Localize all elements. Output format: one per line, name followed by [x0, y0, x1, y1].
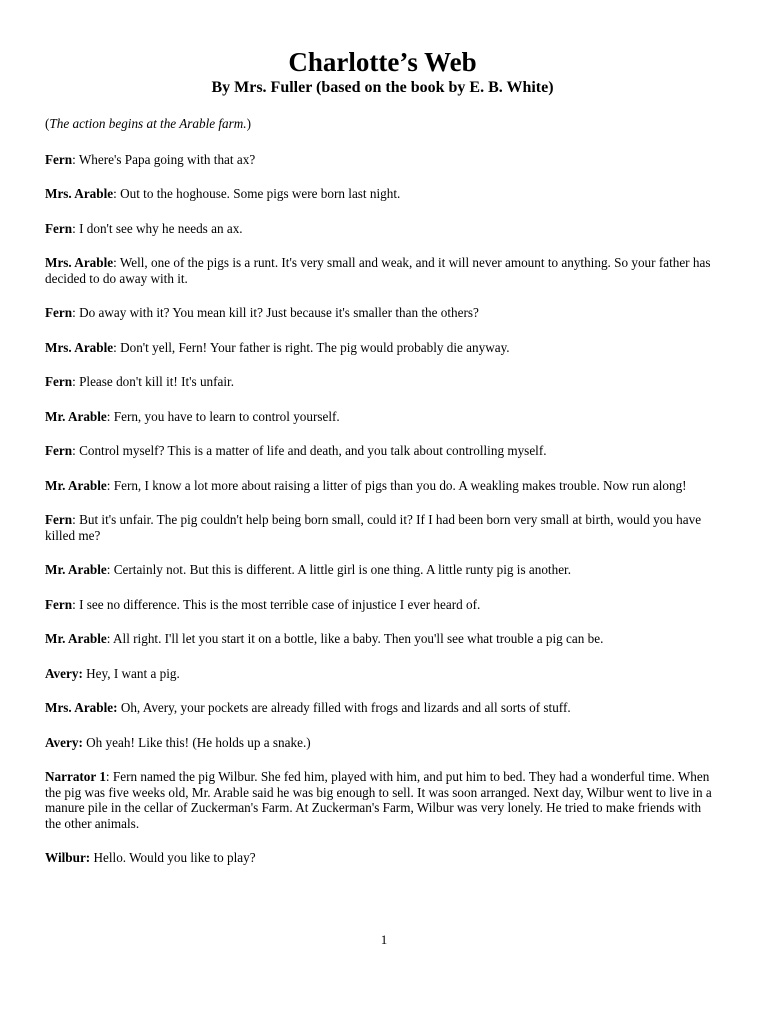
page-number: 1	[380, 932, 388, 947]
speaker-name: Fern	[45, 220, 73, 236]
speaker-name: Mrs. Arable:	[45, 700, 118, 715]
speaker-separator: :	[113, 255, 120, 270]
speaker-separator: :	[106, 408, 114, 424]
speaker-name: Fern	[45, 443, 73, 458]
speaker-name: Avery:	[45, 665, 83, 681]
dialogue-text: Hey, I want a pig.	[86, 665, 180, 681]
dialogue-line	[45, 305, 720, 321]
dialogue-text: Hello. Would you like to play?	[93, 850, 256, 865]
dialogue-text: Out to the hoghouse. Some pigs were born last night.	[120, 186, 401, 201]
dialogue-text: Oh yeah! Like this! (He holds up a snake.)	[86, 734, 311, 750]
dialogue-text: Don't yell, Fern! Your father is right. The pig would probably die anyway.	[120, 339, 510, 355]
speaker-separator: :	[72, 374, 80, 389]
speaker-name: Fern	[45, 151, 73, 167]
dialogue-line	[45, 255, 720, 286]
document-title: Charlotte’s Web	[288, 47, 477, 77]
speaker-name: Fern	[45, 305, 73, 320]
dialogue-line	[45, 666, 720, 682]
dialogue-text: Please don't kill it! It's unfair.	[79, 374, 234, 389]
dialogue-line	[45, 374, 720, 390]
dialogue-text: Control myself? This is a matter of life and death, and you talk about controlling myself.	[79, 443, 547, 458]
dialogue-text: I don't see why he needs an ax.	[79, 220, 243, 236]
stage-direction	[45, 116, 720, 132]
speaker-separator: :	[72, 151, 79, 167]
dialogue-text: All right. I'll let you start it on a bottle, like a baby. Then you'll see what trouble a pig can be.	[113, 631, 604, 646]
dialogue-line	[45, 769, 720, 831]
speaker-name: Mr. Arable	[45, 477, 107, 493]
speaker-separator: :	[72, 305, 80, 320]
dialogue-line	[45, 735, 720, 751]
dialogue-text: I see no difference. This is the most terrible case of injustice I ever heard of.	[79, 596, 481, 612]
dialogue-line	[45, 700, 720, 716]
dialogue-text: Fern, you have to learn to control yourself.	[113, 408, 340, 424]
speaker-name: Fern	[45, 374, 73, 389]
speaker-separator: :	[72, 512, 80, 527]
dialogue-line	[45, 562, 720, 578]
dialogue-line	[45, 597, 720, 613]
speaker-name: Mrs. Arable	[45, 339, 114, 355]
speaker-name: Narrator 1	[45, 769, 106, 784]
speaker-name: Fern	[45, 596, 73, 612]
speaker-name: Mr. Arable	[45, 562, 107, 577]
speaker-name: Mr. Arable	[45, 408, 107, 424]
speaker-name: Mrs. Arable	[45, 186, 114, 201]
dialogue-line	[45, 512, 720, 543]
speaker-separator: :	[113, 186, 121, 201]
dialogue-line	[45, 443, 720, 459]
dialogue-line	[45, 631, 720, 647]
stage-direction-text: The action begins at the Arable farm.	[49, 116, 247, 131]
speaker-separator: :	[72, 443, 80, 458]
dialogue-line	[45, 409, 720, 425]
dialogue-text: Certainly not. But this is different. A little girl is one thing. A little runty pig is another.	[113, 562, 572, 577]
dialogue-text: Fern, I know a lot more about raising a litter of pigs than you do. A weakling makes trouble. Now run along!	[113, 477, 687, 493]
speaker-separator: :	[105, 769, 113, 784]
speaker-separator: :	[72, 220, 80, 236]
dialogue-line	[45, 340, 720, 356]
speaker-name: Wilbur:	[45, 850, 91, 865]
dialogue-text: Fern named the pig Wilbur. She fed him, played with him, and put him to bed. They had a wonderful time. When the pig was five weeks old, Mr. Arable said he was big enough to sell. It was soon arranged. Next day, Wilbur went to live in a manure pile in the cellar of Zuckerman's Farm. At Zuckerman's Farm, Wilbur was very lonely. He tried to make friends with the other animals.	[45, 769, 712, 831]
stage-direction-close: )	[246, 116, 252, 131]
speaker-separator: :	[113, 339, 121, 355]
dialogue-text: Do away with it? You mean kill it? Just because it's smaller than the others?	[79, 305, 479, 320]
dialogue-line	[45, 478, 720, 494]
dialogue-text: Well, one of the pigs is a runt. It's very small and weak, and it will never amount to anything. So your father has decided to do away with it.	[45, 255, 711, 286]
speaker-separator: :	[106, 477, 114, 493]
speaker-name: Fern	[45, 512, 73, 527]
speaker-name: Mrs. Arable	[45, 255, 114, 270]
speaker-separator: :	[106, 562, 114, 577]
dialogue-text: Oh, Avery, your pockets are already filled with frogs and lizards and all sorts of stuff.	[120, 700, 571, 715]
dialogue-text: But it's unfair. The pig couldn't help being born small, could it? If I had been born very small at birth, would you have killed me?	[45, 512, 702, 543]
dialogue-line	[45, 221, 720, 237]
speaker-name: Avery:	[45, 734, 83, 750]
stage-direction-open: (	[45, 116, 50, 131]
dialogue-list	[45, 152, 720, 866]
dialogue-text: Where's Papa going with that ax?	[78, 151, 256, 167]
dialogue-line	[45, 850, 720, 866]
speaker-name: Mr. Arable	[45, 631, 107, 646]
speaker-separator: :	[72, 596, 80, 612]
dialogue-line	[45, 186, 720, 202]
document-subtitle: By Mrs. Fuller (based on the book by E. B. White)	[211, 79, 554, 96]
speaker-separator: :	[106, 631, 114, 646]
dialogue-line	[45, 152, 720, 168]
